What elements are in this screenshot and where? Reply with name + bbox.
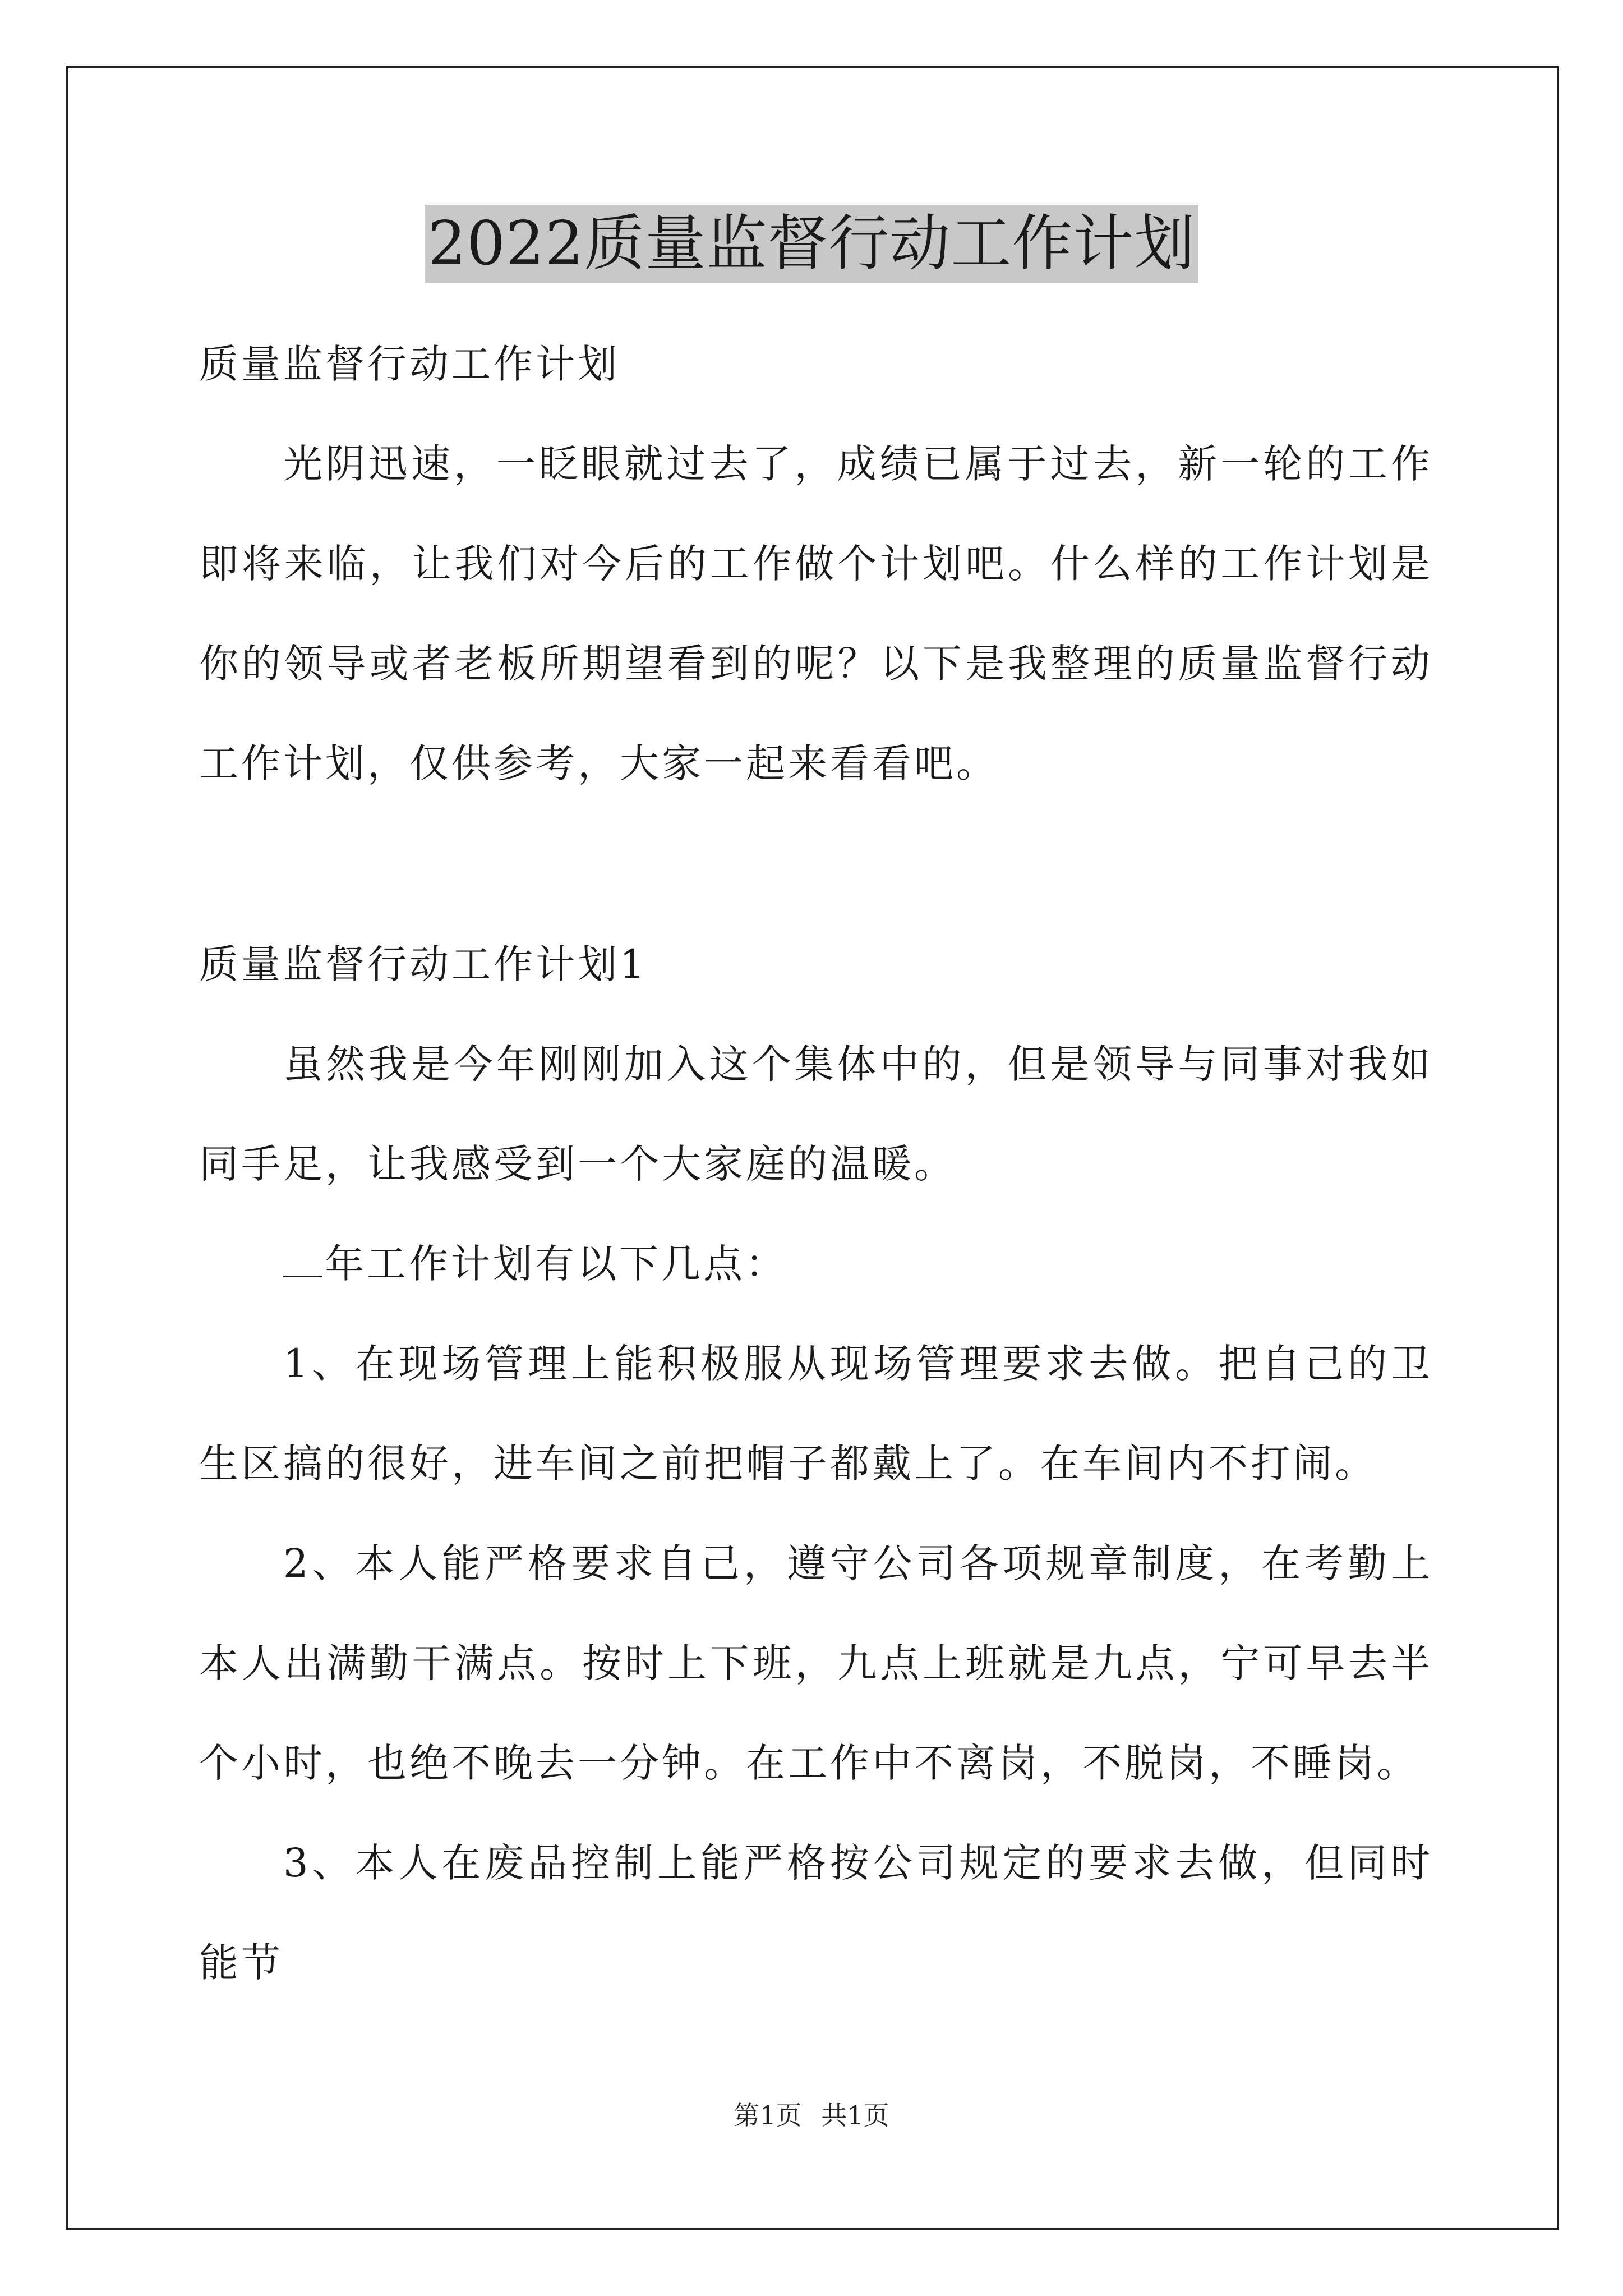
- body-paragraph: 虽然我是今年刚刚加入这个集体中的，但是领导与同事对我如同手足，让我感受到一个大家庭的温暖。: [199, 1041, 1433, 1187]
- page-total: 共1页: [821, 2100, 889, 2131]
- page-number: 第1页: [734, 2100, 802, 2131]
- intro-paragraph: 光阴迅速，一眨眼就过去了，成绩已属于过去，新一轮的工作即将来临，让我们对今后的工作做个计划吧。什么样的工作计划是你的领导或者老板所期望看到的呢？以下是我整理的质量监督行动工作计划，仅供参考，大家一起来看看吧。: [199, 441, 1433, 786]
- document-body: [199, 314, 1433, 2013]
- plan-item-2: 2、本人能严格要求自己，遵守公司各项规章制度，在考勤上本人出满勤干满点。按时上下班，九点上班就是九点，宁可早去半个小时，也绝不晚去一分钟。在工作中不离岗，不脱岗，不睡岗。: [199, 1540, 1433, 1786]
- plan-item-1: 1、在现场管理上能积极服从现场管理要求去做。把自己的卫生区搞的很好，进车间之前把帽子都戴上了。在车间内不打闹。: [199, 1341, 1433, 1487]
- document-title: 2022质量监督行动工作计划: [425, 205, 1199, 283]
- title-area: [0, 205, 1623, 283]
- blank-underline: [283, 1242, 322, 1277]
- plan-intro-text: 年工作计划有以下几点：: [325, 1241, 787, 1287]
- page-footer: [0, 2095, 1623, 2132]
- plan-item-3: 3、本人在废品控制上能严格按公司规定的要求去做，但同时能节: [199, 1840, 1433, 1986]
- document-subtitle: 质量监督行动工作计划: [199, 341, 620, 387]
- section-spacer: [199, 813, 1433, 914]
- section-heading: 质量监督行动工作计划1: [199, 941, 648, 987]
- plan-intro-paragraph: [199, 1214, 1433, 1314]
